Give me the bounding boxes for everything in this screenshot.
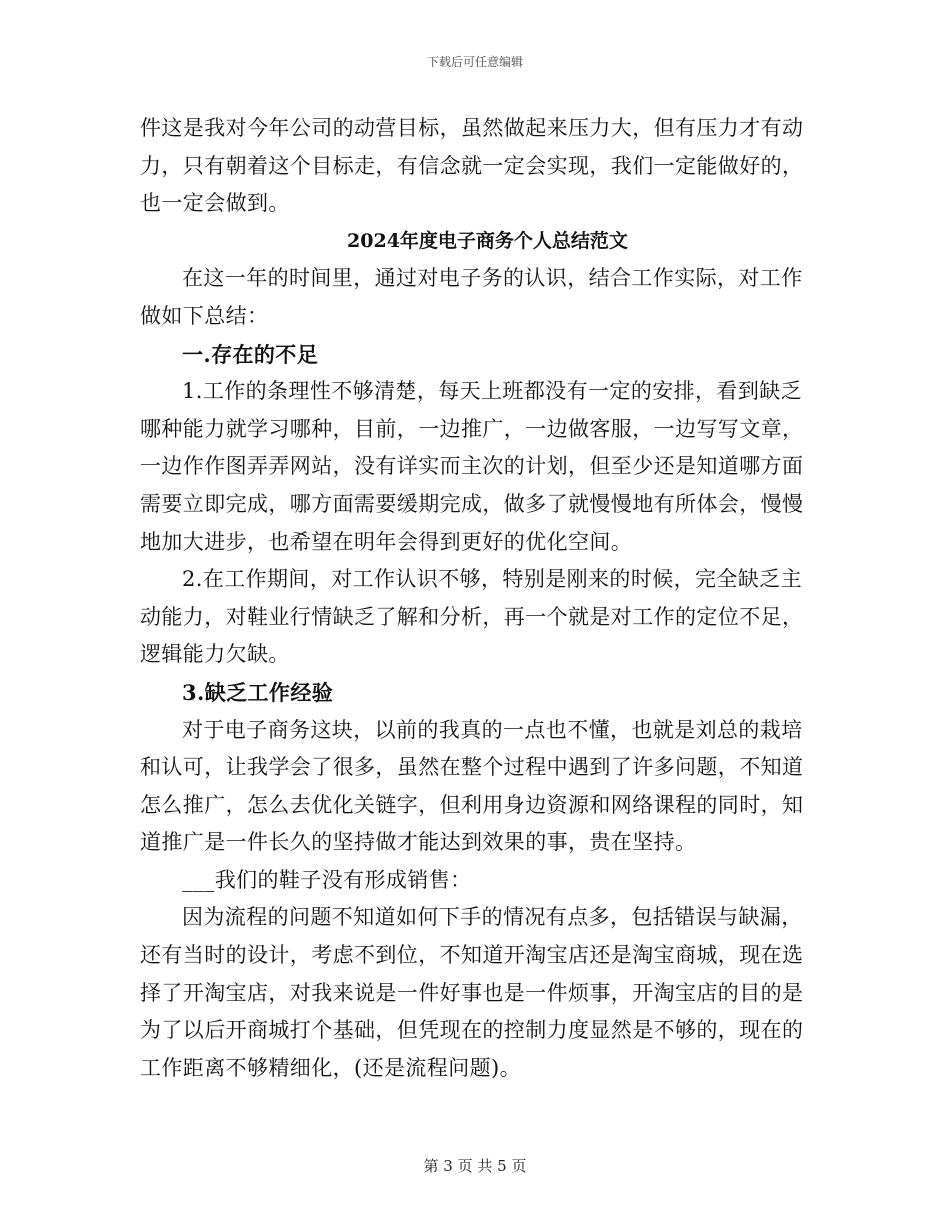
list-item-2: 2.在工作期间，对工作认识不够，特别是刚来的时候，完全缺乏主动能力，对鞋业行情缺乏了解和分析，再一个就是对工作的定位不足，逻辑能力欠缺。 [140,567,804,667]
page-header: 下载后可任意编辑 [426,55,523,69]
intro-paragraph: 件这是我对今年公司的动营目标，虽然做起来压力大，但有压力才有动力，只有朝着这个目标走，有信念就一定会实现，我们一定能做好的，也一定会做到。 [140,116,804,216]
document-body [140,110,810,1087]
sales-line: ___我们的鞋子没有形成销售： [182,867,472,892]
process-paragraph: 因为流程的问题不知道如何下手的情况有点多，包括错误与缺漏，还有当时的设计，考虑不到位，不知道开淘宝店还是淘宝商城，现在选择了开淘宝店，对我来说是一件好事也是一件烦事，开淘宝店的目的是为了以后开商城打个基础，但凭现在的控制力度显然是不够的，现在的工作距离不够精细化，(还是流程问题)。 [140,905,804,1080]
section-heading-experience: 3.缺乏工作经验 [182,679,334,705]
section-heading-shortcomings: 一.存在的不足 [182,341,319,367]
page-footer: 第 3 页 共 5 页 [423,1157,527,1175]
list-item-1: 1.工作的条理性不够清楚，每天上班都没有一定的安排，看到缺乏哪种能力就学习哪种，目前，一边推广，一边做客服，一边写写文章，一边作作图弄弄网站，没有详实而主次的计划，但至少还是知道哪方面需要立即完成，哪方面需要缓期完成，做多了就慢慢地有所体会，慢慢地加大进步，也希望在明年会得到更好的优化空间。 [140,379,804,554]
experience-paragraph: 对于电子商务这块，以前的我真的一点也不懂，也就是刘总的栽培和认可，让我学会了很多，虽然在整个过程中遇到了许多问题，不知道怎么推广，怎么去优化关链字，但利用身边资源和网络课程的同时，知道推广是一件长久的坚持做才能达到效果的事，贵在坚持。 [140,717,804,855]
opening-paragraph: 在这一年的时间里，通过对电子务的认识，结合工作实际，对工作做如下总结： [140,266,803,328]
document-title: 2024年度电子商务个人总结范文 [347,229,628,252]
